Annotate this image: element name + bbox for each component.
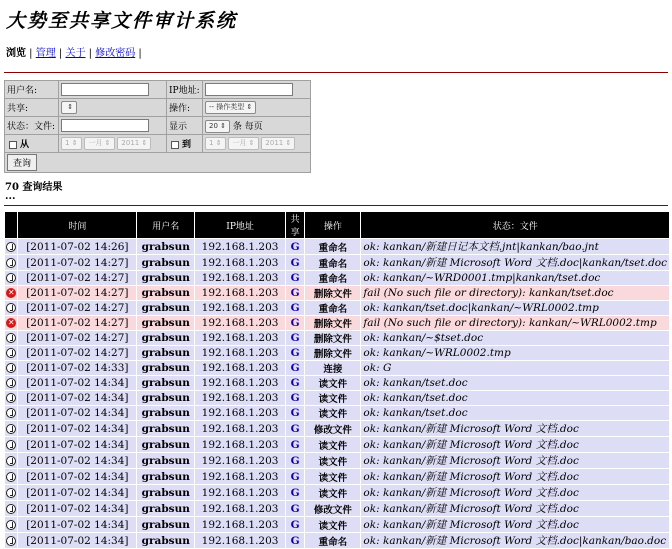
share-cell: G bbox=[286, 239, 304, 254]
divider bbox=[4, 72, 668, 73]
from-month-select[interactable]: 一月 ⇕ bbox=[84, 137, 114, 150]
query-button[interactable]: 查询 bbox=[7, 154, 37, 171]
ok-icon bbox=[6, 393, 16, 403]
status-icon-cell bbox=[5, 271, 17, 285]
to-checkbox[interactable] bbox=[171, 141, 179, 149]
operation-header: 操作 bbox=[305, 212, 360, 238]
ok-icon bbox=[6, 408, 16, 418]
status-file-cell: ok: G bbox=[361, 361, 669, 375]
ip-cell: 192.168.1.203 bbox=[195, 453, 285, 468]
status-file-cell: ok: kankan/新建 Microsoft Word 文档.doc bbox=[361, 485, 669, 500]
ok-icon bbox=[6, 536, 16, 546]
table-row bbox=[5, 469, 669, 484]
username-cell: grabsun bbox=[137, 239, 194, 254]
share-cell: G bbox=[286, 286, 304, 300]
status-icon-cell bbox=[5, 469, 17, 484]
ip-cell: 192.168.1.203 bbox=[195, 239, 285, 254]
time-cell: [2011-07-02 14:34] bbox=[18, 501, 136, 516]
nav-separator: | bbox=[135, 48, 142, 59]
share-cell: G bbox=[286, 533, 304, 548]
ok-icon bbox=[6, 504, 16, 514]
username-cell: grabsun bbox=[137, 346, 194, 360]
status-file-cell: ok: kankan/tset.doc bbox=[361, 391, 669, 405]
ip-cell: 192.168.1.203 bbox=[195, 331, 285, 345]
table-row bbox=[5, 501, 669, 516]
top-nav bbox=[6, 44, 142, 59]
time-cell: [2011-07-02 14:34] bbox=[18, 517, 136, 532]
ip-label: IP地址: bbox=[167, 81, 203, 99]
operation-cell: 重命名 bbox=[305, 301, 360, 315]
operation-cell: 重命名 bbox=[305, 239, 360, 254]
table-row bbox=[5, 485, 669, 500]
ip-cell: 192.168.1.203 bbox=[195, 286, 285, 300]
operation-cell: 重命名 bbox=[305, 255, 360, 270]
to-year-value: 2011 bbox=[265, 139, 284, 147]
time-header: 时间 bbox=[18, 212, 136, 238]
ip-header: IP地址 bbox=[195, 212, 285, 238]
username-cell: grabsun bbox=[137, 316, 194, 330]
status-icon-cell bbox=[5, 376, 17, 390]
status-icon-cell bbox=[5, 255, 17, 270]
nav-browse: 浏览 bbox=[6, 48, 26, 59]
time-cell: [2011-07-02 14:27] bbox=[18, 346, 136, 360]
username-cell: grabsun bbox=[137, 255, 194, 270]
filter-form bbox=[4, 80, 311, 173]
table-row bbox=[5, 517, 669, 532]
time-cell: [2011-07-02 14:27] bbox=[18, 316, 136, 330]
table-row bbox=[5, 316, 669, 330]
username-cell: grabsun bbox=[137, 501, 194, 516]
from-checkbox[interactable] bbox=[9, 141, 17, 149]
status-icon-header bbox=[5, 212, 17, 238]
operation-label: 操作: bbox=[167, 99, 203, 117]
status-file-cell: fail (No such file or directory): kankan/tset.doc bbox=[361, 286, 669, 300]
time-cell: [2011-07-02 14:27] bbox=[18, 271, 136, 285]
ok-icon bbox=[6, 520, 16, 530]
username-cell: grabsun bbox=[137, 271, 194, 285]
share-cell: G bbox=[286, 517, 304, 532]
ok-icon bbox=[6, 258, 16, 268]
ok-icon bbox=[6, 472, 16, 482]
username-cell: grabsun bbox=[137, 485, 194, 500]
operation-select[interactable] bbox=[205, 101, 256, 114]
ip-cell: 192.168.1.203 bbox=[195, 361, 285, 375]
nav-manage-link[interactable]: 管理 bbox=[35, 48, 56, 59]
username-cell: grabsun bbox=[137, 331, 194, 345]
nav-about-link[interactable]: 关于 bbox=[65, 48, 86, 59]
table-row bbox=[5, 361, 669, 375]
status-icon-cell bbox=[5, 437, 17, 452]
to-day-select[interactable]: 1 ⇕ bbox=[205, 137, 226, 150]
share-cell: G bbox=[286, 271, 304, 285]
to-label: 到 bbox=[182, 140, 192, 150]
username-cell: grabsun bbox=[137, 406, 194, 420]
status-file-cell: ok: kankan/tset.doc bbox=[361, 406, 669, 420]
to-month-value: 一月 bbox=[232, 139, 247, 147]
ok-icon bbox=[6, 348, 16, 358]
operation-cell: 读文件 bbox=[305, 469, 360, 484]
username-cell: grabsun bbox=[137, 376, 194, 390]
table-row bbox=[5, 406, 669, 420]
status-icon-cell bbox=[5, 346, 17, 360]
table-row bbox=[5, 331, 669, 345]
share-cell: G bbox=[286, 406, 304, 420]
error-icon: ✕ bbox=[7, 288, 15, 297]
time-cell: [2011-07-02 14:27] bbox=[18, 301, 136, 315]
username-label: 用户名: bbox=[5, 81, 59, 99]
table-row bbox=[5, 346, 669, 360]
table-row bbox=[5, 301, 669, 315]
share-cell: G bbox=[286, 361, 304, 375]
share-cell: G bbox=[286, 331, 304, 345]
result-ellipsis: ... bbox=[5, 191, 16, 202]
operation-cell: 删除文件 bbox=[305, 331, 360, 345]
nav-separator: | bbox=[26, 48, 36, 59]
status-icon-cell bbox=[5, 406, 17, 420]
table-row bbox=[5, 391, 669, 405]
status-icon-cell bbox=[5, 453, 17, 468]
username-cell: grabsun bbox=[137, 361, 194, 375]
status-icon-cell bbox=[5, 301, 17, 315]
status-file-header: 状态：文件 bbox=[361, 212, 669, 238]
share-select[interactable] bbox=[61, 101, 77, 114]
ip-cell: 192.168.1.203 bbox=[195, 271, 285, 285]
ip-cell: 192.168.1.203 bbox=[195, 301, 285, 315]
time-cell: [2011-07-02 14:27] bbox=[18, 255, 136, 270]
ok-icon bbox=[6, 273, 16, 283]
time-cell: [2011-07-02 14:34] bbox=[18, 437, 136, 452]
ip-cell: 192.168.1.203 bbox=[195, 437, 285, 452]
status-file-cell: ok: kankan/新建日记本文档.jnt|kankan/bao.jnt bbox=[361, 239, 669, 254]
status-icon-cell bbox=[5, 361, 17, 375]
ip-input[interactable] bbox=[205, 83, 293, 96]
ip-cell: 192.168.1.203 bbox=[195, 533, 285, 548]
status-file-cell: ok: kankan/新建 Microsoft Word 文档.doc bbox=[361, 517, 669, 532]
operation-cell: 修改文件 bbox=[305, 501, 360, 516]
time-cell: [2011-07-02 14:34] bbox=[18, 376, 136, 390]
status-file-cell: ok: kankan/新建 Microsoft Word 文档.doc|kankan/tset.doc bbox=[363, 257, 667, 269]
status-icon-cell bbox=[5, 485, 17, 500]
to-year-select[interactable]: 2011 ⇕ bbox=[261, 137, 295, 150]
ok-icon bbox=[6, 378, 16, 388]
operation-cell: 重命名 bbox=[305, 271, 360, 285]
error-icon: ✕ bbox=[7, 318, 15, 327]
username-cell: grabsun bbox=[137, 391, 194, 405]
username-cell: grabsun bbox=[137, 421, 194, 436]
ip-cell: 192.168.1.203 bbox=[195, 376, 285, 390]
ip-cell: 192.168.1.203 bbox=[195, 485, 285, 500]
from-year-value: 2011 bbox=[121, 139, 140, 147]
status-icon-cell bbox=[5, 331, 17, 345]
username-cell: grabsun bbox=[137, 469, 194, 484]
status-icon-cell bbox=[5, 286, 17, 300]
audit-log-table bbox=[4, 211, 670, 549]
status-icon-cell bbox=[5, 501, 17, 516]
share-cell: G bbox=[286, 469, 304, 484]
ok-icon bbox=[6, 303, 16, 313]
ip-cell: 192.168.1.203 bbox=[195, 469, 285, 484]
to-day-value: 1 bbox=[209, 139, 214, 147]
username-cell: grabsun bbox=[137, 437, 194, 452]
username-input[interactable] bbox=[61, 83, 149, 96]
status-icon-cell bbox=[5, 391, 17, 405]
share-cell: G bbox=[286, 453, 304, 468]
divider bbox=[4, 205, 668, 206]
table-row bbox=[5, 271, 669, 285]
table-row bbox=[5, 255, 669, 270]
status-file-cell: ok: kankan/新建 Microsoft Word 文档.doc bbox=[361, 469, 669, 484]
nav-change-password-link[interactable]: 修改密码 bbox=[95, 48, 136, 59]
status-file-cell: ok: kankan/新建 Microsoft Word 文档.doc bbox=[361, 437, 669, 452]
username-cell: grabsun bbox=[137, 533, 194, 548]
share-label: 共享: bbox=[5, 99, 59, 117]
ip-cell: 192.168.1.203 bbox=[195, 501, 285, 516]
username-cell: grabsun bbox=[137, 286, 194, 300]
per-page-suffix: 条 每页 bbox=[232, 121, 263, 132]
share-cell: G bbox=[286, 301, 304, 315]
status-file-cell: ok: kankan/tset.doc bbox=[361, 376, 669, 390]
table-row bbox=[5, 376, 669, 390]
table-row bbox=[5, 533, 669, 548]
time-cell: [2011-07-02 14:34] bbox=[18, 453, 136, 468]
time-cell: [2011-07-02 14:34] bbox=[18, 469, 136, 484]
ip-cell: 192.168.1.203 bbox=[195, 406, 285, 420]
share-cell: G bbox=[286, 485, 304, 500]
nav-separator: | bbox=[55, 48, 66, 59]
share-cell: G bbox=[286, 391, 304, 405]
table-row bbox=[5, 286, 669, 300]
table-row bbox=[5, 437, 669, 452]
chevron-updown-icon: ⇕ bbox=[67, 103, 74, 111]
operation-cell: 删除文件 bbox=[305, 346, 360, 360]
ok-icon bbox=[6, 363, 16, 373]
time-cell: [2011-07-02 14:34] bbox=[18, 421, 136, 436]
ok-icon bbox=[6, 333, 16, 343]
time-cell: [2011-07-02 14:34] bbox=[18, 406, 136, 420]
chevron-updown-icon: ⇕ bbox=[246, 103, 253, 111]
username-cell: grabsun bbox=[137, 517, 194, 532]
operation-cell: 删除文件 bbox=[305, 316, 360, 330]
ok-icon bbox=[6, 242, 16, 252]
per-page-select[interactable] bbox=[205, 120, 230, 133]
operation-cell: 读文件 bbox=[305, 391, 360, 405]
share-cell: G bbox=[286, 255, 304, 270]
status-icon-cell bbox=[5, 517, 17, 532]
to-month-select[interactable]: 一月 ⇕ bbox=[228, 137, 258, 150]
status-file-cell: fail (No such file or directory): kankan/~WRL0002.tmp bbox=[361, 316, 669, 330]
time-cell: [2011-07-02 14:26] bbox=[18, 239, 136, 254]
time-cell: [2011-07-02 14:27] bbox=[18, 286, 136, 300]
status-file-cell: ok: kankan/~WRL0002.tmp bbox=[361, 346, 669, 360]
operation-cell: 读文件 bbox=[305, 453, 360, 468]
operation-cell: 连接 bbox=[305, 361, 360, 375]
status-file-cell: ok: kankan/新建 Microsoft Word 文档.doc|kankan/bao.doc bbox=[361, 533, 669, 548]
from-day-select[interactable]: 1 ⇕ bbox=[61, 137, 82, 150]
from-label: 从 bbox=[20, 140, 30, 150]
share-cell: G bbox=[286, 346, 304, 360]
status-file-cell: ok: kankan/新建 Microsoft Word 文档.doc bbox=[361, 421, 669, 436]
username-cell: grabsun bbox=[137, 453, 194, 468]
ip-cell: 192.168.1.203 bbox=[195, 346, 285, 360]
operation-cell: 删除文件 bbox=[305, 286, 360, 300]
ok-icon bbox=[6, 440, 16, 450]
table-row bbox=[5, 453, 669, 468]
display-label: 显示 bbox=[167, 117, 203, 135]
result-count: 70 查询结果 bbox=[5, 182, 63, 193]
table-body bbox=[5, 239, 669, 548]
ok-icon bbox=[6, 488, 16, 498]
nav-separator: | bbox=[85, 48, 96, 59]
ip-cell: 192.168.1.203 bbox=[195, 517, 285, 532]
share-cell: G bbox=[286, 316, 304, 330]
ip-cell: 192.168.1.203 bbox=[195, 316, 285, 330]
time-cell: [2011-07-02 14:27] bbox=[18, 331, 136, 345]
table-row bbox=[5, 239, 669, 254]
operation-cell: 读文件 bbox=[305, 437, 360, 452]
status-icon-cell bbox=[5, 239, 17, 254]
time-cell: [2011-07-02 14:34] bbox=[18, 485, 136, 500]
status-file-cell: ok: kankan/tset.doc|kankan/~WRL0002.tmp bbox=[361, 301, 669, 315]
operation-cell: 读文件 bbox=[305, 376, 360, 390]
page-title: 大势至共享文件审计系统 bbox=[6, 10, 238, 32]
ip-cell: 192.168.1.203 bbox=[195, 421, 285, 436]
from-year-select[interactable]: 2011 ⇕ bbox=[117, 137, 151, 150]
chevron-updown-icon: ⇕ bbox=[220, 121, 227, 130]
status-file-cell: ok: kankan/~WRD0001.tmp|kankan/tset.doc bbox=[361, 271, 669, 285]
table-header-row bbox=[5, 212, 669, 238]
from-day-value: 1 bbox=[65, 139, 70, 147]
operation-cell: 读文件 bbox=[305, 517, 360, 532]
status-file-cell: ok: kankan/新建 Microsoft Word 文档.doc bbox=[361, 501, 669, 516]
share-header: 共享 bbox=[286, 212, 304, 238]
status-file-cell: ok: kankan/~$tset.doc bbox=[361, 331, 669, 345]
username-header: 用户名 bbox=[137, 212, 194, 238]
status-icon-cell bbox=[5, 316, 17, 330]
status-file-label: 状态：文件: bbox=[5, 117, 59, 135]
table-row bbox=[5, 421, 669, 436]
share-cell: G bbox=[286, 437, 304, 452]
operation-select-value: -- 操作类型 bbox=[209, 103, 245, 111]
status-file-input[interactable] bbox=[61, 119, 149, 132]
ok-icon bbox=[6, 456, 16, 466]
ip-cell: 192.168.1.203 bbox=[195, 255, 285, 270]
operation-cell: 读文件 bbox=[305, 485, 360, 500]
status-file-cell: ok: kankan/新建 Microsoft Word 文档.doc bbox=[361, 453, 669, 468]
from-month-value: 一月 bbox=[88, 139, 103, 147]
time-cell: [2011-07-02 14:33] bbox=[18, 361, 136, 375]
ip-cell: 192.168.1.203 bbox=[195, 391, 285, 405]
share-cell: G bbox=[286, 421, 304, 436]
time-cell: [2011-07-02 14:34] bbox=[18, 533, 136, 548]
operation-cell: 修改文件 bbox=[305, 421, 360, 436]
share-cell: G bbox=[286, 376, 304, 390]
per-page-value: 20 bbox=[209, 121, 218, 130]
status-icon-cell bbox=[5, 421, 17, 436]
status-icon-cell bbox=[5, 533, 17, 548]
username-cell: grabsun bbox=[137, 301, 194, 315]
operation-cell: 重命名 bbox=[305, 533, 360, 548]
operation-cell: 读文件 bbox=[305, 406, 360, 420]
share-cell: G bbox=[286, 501, 304, 516]
ok-icon bbox=[6, 424, 16, 434]
time-cell: [2011-07-02 14:34] bbox=[18, 391, 136, 405]
